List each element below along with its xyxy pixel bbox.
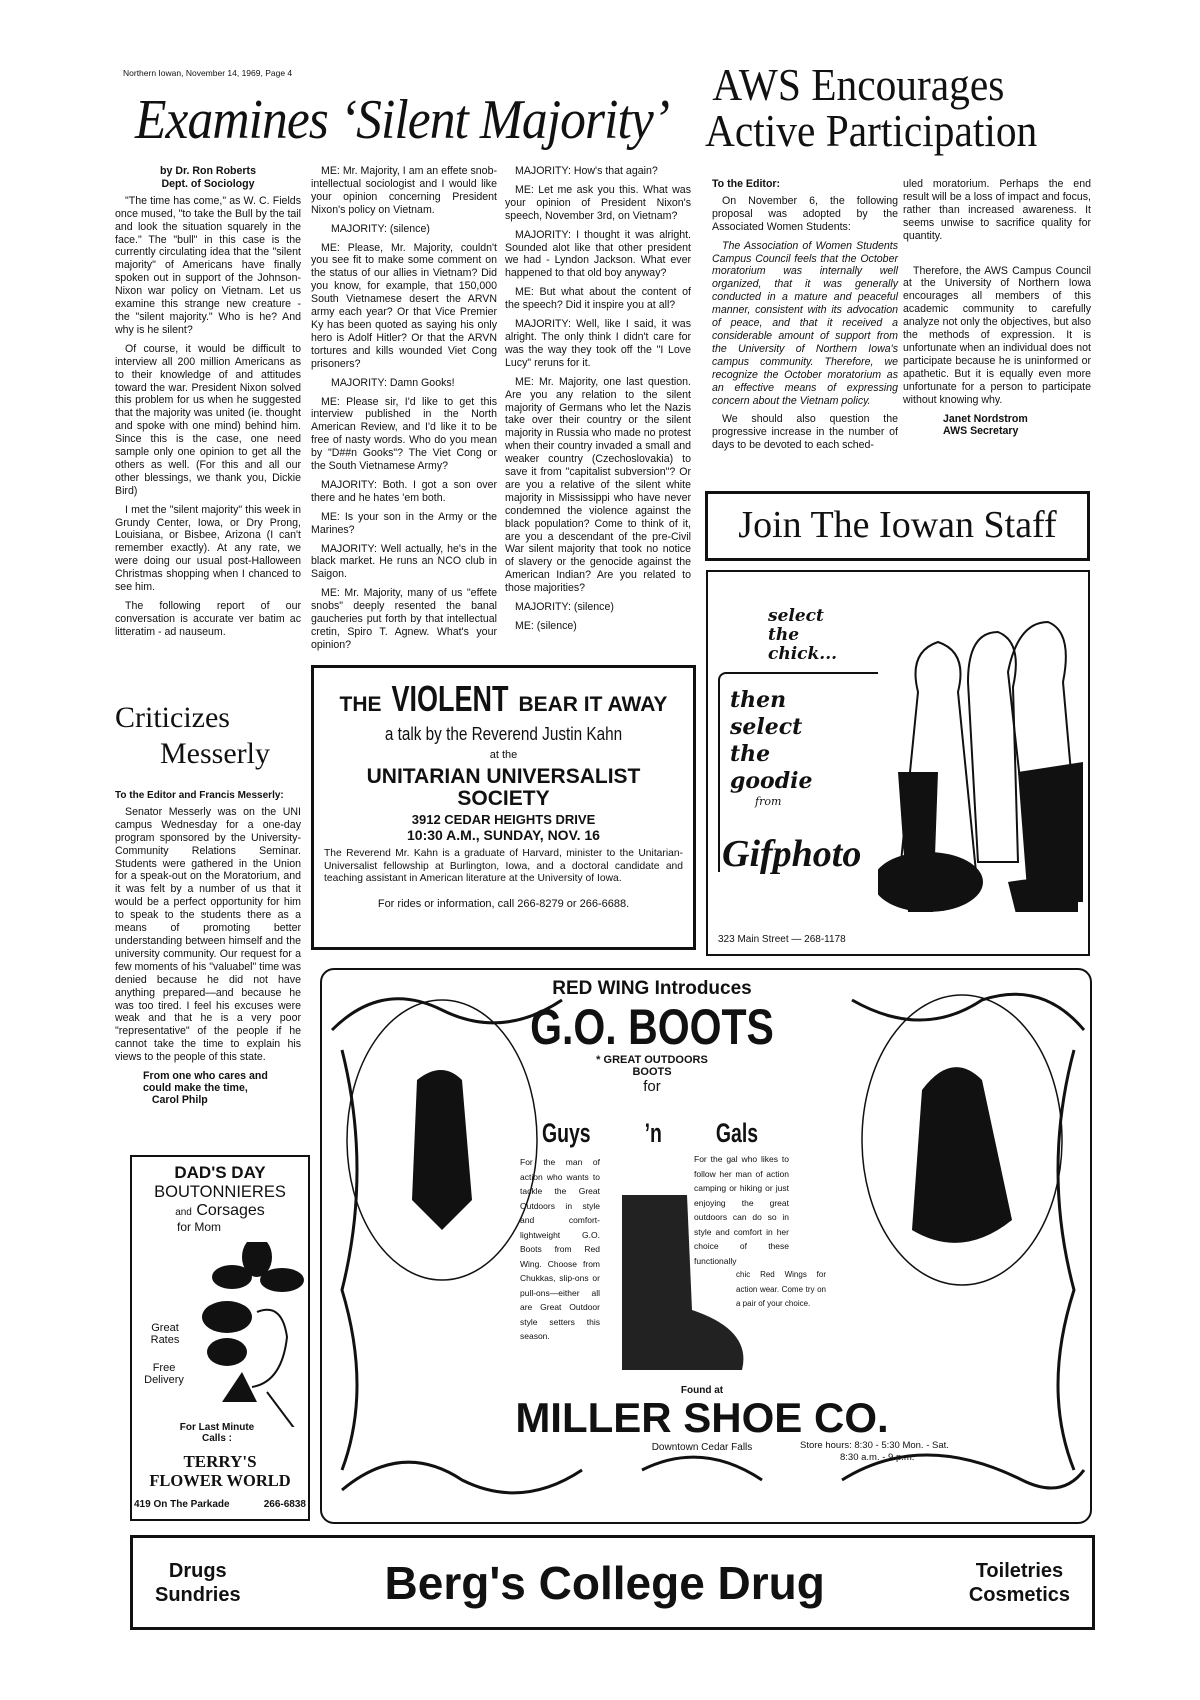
paragraph: ME: Please sir, I'd like to get this interview published in the North American Review, and I'd like it to be free of nasty words. Who do you mean by "D##n Gooks"? The Viet Cong or the South Vietnamese Army? bbox=[311, 395, 497, 473]
paragraph: MAJORITY: Both. I got a son over there and he hates 'em both. bbox=[311, 478, 497, 504]
headline-silent-majority: Examines ‘Silent Majority’ bbox=[135, 89, 670, 151]
fashion-illustration bbox=[878, 592, 1088, 912]
ad-text: and Corsages bbox=[175, 1202, 265, 1219]
paragraph: MAJORITY: How's that again? bbox=[515, 165, 658, 177]
ad-title: THE VIOLENT BEAR IT AWAY bbox=[339, 678, 668, 719]
paragraph: ME: Let me ask you this. What was your opinion of President Nixon's speech, November 3rd, on Vietnam? bbox=[505, 183, 691, 222]
signature: Janet Nordstrom AWS Secretary bbox=[943, 412, 1028, 437]
paragraph: Therefore, the AWS Campus Council at the University of Northern Iowa encourages all members of this academic community to carefully analyze not only the objectives, but also the methods of expression. It is unfortunate when an individual does not participate because he is uninformed or apathetic. But it is equally even more unfortunate for a person to participate without knowing why. bbox=[903, 264, 1091, 406]
ad-contact: For rides or information, call 266-8279 or 266-6688. bbox=[377, 897, 630, 910]
store-name: MILLER SHOE CO. bbox=[515, 1394, 889, 1441]
ad-text: For Last Minute Calls : bbox=[179, 1422, 255, 1444]
silent-col-1 bbox=[115, 165, 301, 645]
paragraph: ME: But what about the content of the speech? Did it inspire you at all? bbox=[505, 286, 691, 312]
paragraph: ME: Mr. Majority, one last question. Are you any relation to the silent majority of Germans who let the Nazis take over their country or the silent majority in Russia who made no protest when their country invaded a small and weaker country (Czechoslovakia) to save it from "capitalist subversion"? Or are you a relative of the silent white majority in Mississippi who have never condemned the violence against the black population? Come to think of it, are you a descendant of the pre-Civil War silent majority that took no notice of slavery or the genocide against the American Indian? Are you related to those majorities? bbox=[505, 375, 691, 595]
headline-messerly: Criticizes Messerly bbox=[115, 701, 270, 770]
violent-bear-it-away-ad bbox=[311, 665, 696, 950]
paragraph: "The time has come," as W. C. Fields once mused, "to take the Bull by the tail and look the situation squarely in the face." The "bull" in this case is the currently circulating idea that the "silent majority" of Americans have finally spoken out in support of the Johnson-Nixon war policy on Vietnam. Let us examine this strange new creature - the "silent majority." Who is he? And why is he silent? bbox=[115, 194, 301, 336]
paragraph: Of course, it would be difficult to interview all 200 million Americans as to their knowledge of and attitudes toward the war. President Nixon solved this problem for us when he suggested that the majority was united (ie. thought and spoke with one mind) behind him. Since this is the case, one need sample only one opinion to get all the others as well. (For this and all our other blessings, we thank you, Dickie Bird) bbox=[115, 342, 301, 497]
paragraph: ME: Mr. Majority, I am an effete snob-intellectual sociologist and I would like your opinion concerning President Nixon's policy on Vietnam. bbox=[311, 165, 497, 216]
ad-title: G.O. BOOTS bbox=[530, 999, 774, 1055]
ad-text: RED WING Introduces bbox=[552, 978, 752, 999]
ad-text: * GREAT OUTDOORS bbox=[596, 1054, 708, 1066]
paragraph: The following report of our conversation is accurate ver batim ac litteratim - ad nauseum. bbox=[115, 600, 301, 638]
ad-text: BOOTS bbox=[632, 1066, 672, 1078]
aws-col-1 bbox=[712, 178, 898, 458]
ad-text: BOUTONNIERES bbox=[154, 1183, 286, 1201]
silent-col-3 bbox=[505, 165, 691, 639]
signature: From one who cares and could make the time, Carol Philp bbox=[143, 1070, 268, 1107]
ad-text: at the bbox=[489, 749, 518, 761]
ad-text: select the chick... bbox=[768, 606, 838, 664]
terrys-flower-world-ad bbox=[130, 1155, 310, 1521]
bergs-college-drug-ad bbox=[130, 1535, 1095, 1630]
boots-women-copy-2: chic Red Wings for action wear. Come try on a pair of your choice. bbox=[736, 1270, 826, 1308]
paragraph: ME: Mr. Majority, many of us "effete snobs" deeply resented the banal gaucheries put forth by that intellectual cretin, Spiro T. Agnew. What's your opinion? bbox=[311, 587, 497, 651]
boots-heading bbox=[492, 978, 812, 1095]
ad-text: for Mom bbox=[177, 1220, 222, 1234]
paragraph: MAJORITY: Well, like I said, it was alright. The only think I didn't care for was the way they took off the "I Love Lucy" reruns for it. bbox=[505, 318, 691, 369]
gifphoto-logo: Gifphoto bbox=[722, 833, 862, 875]
store-hours: Store hours: 8:30 - 5:30 Mon. - Sat. 8:30 a.m. - 9 p.m. bbox=[800, 1440, 949, 1463]
ad-subtitle: a talk by the Reverend Justin Kahn bbox=[384, 724, 623, 744]
salutation: To the Editor: bbox=[712, 178, 781, 190]
salutation: To the Editor and Francis Messerly: bbox=[115, 790, 284, 801]
paragraph: MAJORITY: Damn Gooks! bbox=[331, 376, 455, 389]
boots-men-copy: For the man of action who wants to tackle the Great Outdoors in style and comfort-lightweight G.O. Boots from Red Wing. Choose from Chukkas, slip-ons or pull-ons—either all are Great Outdoor style setters this season. bbox=[520, 1157, 600, 1341]
ad-text: Downtown Cedar Falls bbox=[651, 1442, 753, 1453]
paragraph: We should also question the progressive increase in the number of days to be devoted to each sched- bbox=[712, 413, 898, 452]
store-name: Berg's College Drug bbox=[384, 1556, 825, 1609]
paragraph: The Association of Women Students Campus Council feels that the October moratorium was internally well organized, that it was generally conducted in a mature and peaceful manner, consistent with its advocation of peace, and that it received a considerable amount of support from the University of Northern Iowa's campus community. Therefore, we recognize the October moratorium as an effective means of expressing concern about the Vietnam policy. bbox=[712, 239, 898, 407]
paragraph: I met the "silent majority" this week in Grundy Center, Iowa, or Dry Prong, Louisiana, or Bisbee, Arizona (I can't remember exactly). At any rate, we were doing our usual post-Halloween Christmas shopping when I chanced to see him. bbox=[115, 503, 301, 594]
aws-col-2 bbox=[903, 178, 1091, 443]
red-wing-boots-ad bbox=[320, 968, 1092, 1524]
ad-text: Great Rates bbox=[150, 1322, 180, 1346]
ad-text: then select the goodie from bbox=[730, 687, 813, 808]
paragraph: ME: (silence) bbox=[515, 620, 577, 632]
paragraph: ME: Is your son in the Army or the Marines? bbox=[311, 510, 497, 536]
byline: by Dr. Ron Roberts Dept. of Sociology bbox=[160, 165, 256, 190]
gifphoto-address: 323 Main Street — 268-1178 bbox=[718, 934, 846, 945]
ad-text: Free Delivery bbox=[144, 1362, 184, 1386]
ad-org: UNITARIAN UNIVERSALIST bbox=[366, 765, 641, 788]
guys-n-gals: Guys ’n Gals bbox=[542, 1118, 759, 1148]
paragraph: Senator Messerly was on the UNI campus Wednesday for a one-day program sponsored by the University-Community Relations Seminar. Students were gathered in the Union for a speak-out on the Moratorium, and it was felt by a number of us that it would be a perfect opportunity for him to speak to the students there as a means of promoting better understanding between himself and the university community. Our request for a few moments of his "valuabel" time was denied because he did not have anything prepared—and because he was too tired. I feel his excuses were weak and that he is a very poor "representative" of the people if he cannot take the time to explain his views to the people of this state. bbox=[115, 805, 301, 1064]
shop-address: 419 On The Parkade 266-6838 bbox=[134, 1499, 306, 1510]
ad-org: SOCIETY bbox=[457, 787, 550, 810]
messerly-letter bbox=[115, 790, 301, 1112]
paragraph: MAJORITY: I thought it was alright. Sounded alot like that other president we had - Lyndon Jackson. What ever happened to that old boy anyway? bbox=[505, 228, 691, 280]
gifphoto-ad bbox=[706, 570, 1090, 956]
ad-text: for bbox=[643, 1078, 661, 1095]
ad-title: DAD'S DAY bbox=[174, 1163, 266, 1182]
shop-name: TERRY'S FLOWER WORLD bbox=[149, 1452, 291, 1490]
folio: Northern Iowan, November 14, 1969, Page 4 bbox=[123, 68, 293, 78]
paragraph: uled moratorium. Perhaps the end result will be a loss of impact and focus, rather than increased awareness. It seems unwise to sacrifice quality for quantity. bbox=[903, 178, 1091, 242]
paragraph: On November 6, the following proposal was adopted by the Associated Women Students: bbox=[712, 194, 898, 233]
ad-address: 3912 CEDAR HEIGHTS DRIVE bbox=[411, 812, 596, 827]
boots-women-copy: For the gal who likes to follow her man of action camping or hiking or just enjoying the great outdoors can do so in style and comfort in her choice of these functionally bbox=[694, 1154, 789, 1266]
paragraph: MAJORITY: Well actually, he's in the black market. He runs an NCO club in Saigon. bbox=[311, 542, 497, 581]
ad-time: 10:30 A.M., SUNDAY, NOV. 16 bbox=[407, 827, 600, 843]
ad-text: Drugs Sundries bbox=[155, 1559, 241, 1606]
ad-bio: The Reverend Mr. Kahn is a graduate of Harvard, minister to the Unitarian-Universalist fellowship at Burlington, Iowa, and a doctoral candidate and teaching assistant in American literature at the University of Iowa. bbox=[324, 848, 683, 884]
ad-text: Found at bbox=[680, 1385, 724, 1396]
paragraph: MAJORITY: (silence) bbox=[515, 601, 614, 614]
join-iowan-staff-box: Join The Iowan Staff bbox=[705, 491, 1090, 561]
ad-text: Toiletries Cosmetics bbox=[968, 1559, 1070, 1606]
headline-aws: AWS Encourages Active Participation bbox=[705, 59, 1038, 156]
silent-col-2 bbox=[311, 165, 497, 658]
rose-illustration bbox=[197, 1242, 307, 1427]
paragraph: ME: Please, Mr. Majority, couldn't you see fit to make some comment on the status of our allies in Vietnam? Did you know, for example, that 150,000 South Vietnamese desert the ARVN army each year? Or that Vice Premier Ky has been quoted as saying his only hero is Adolf Hitler? Or that the ARVN tortures and kills wounded Viet Cong prisoners? bbox=[311, 241, 497, 370]
paragraph: MAJORITY: (silence) bbox=[331, 222, 430, 235]
